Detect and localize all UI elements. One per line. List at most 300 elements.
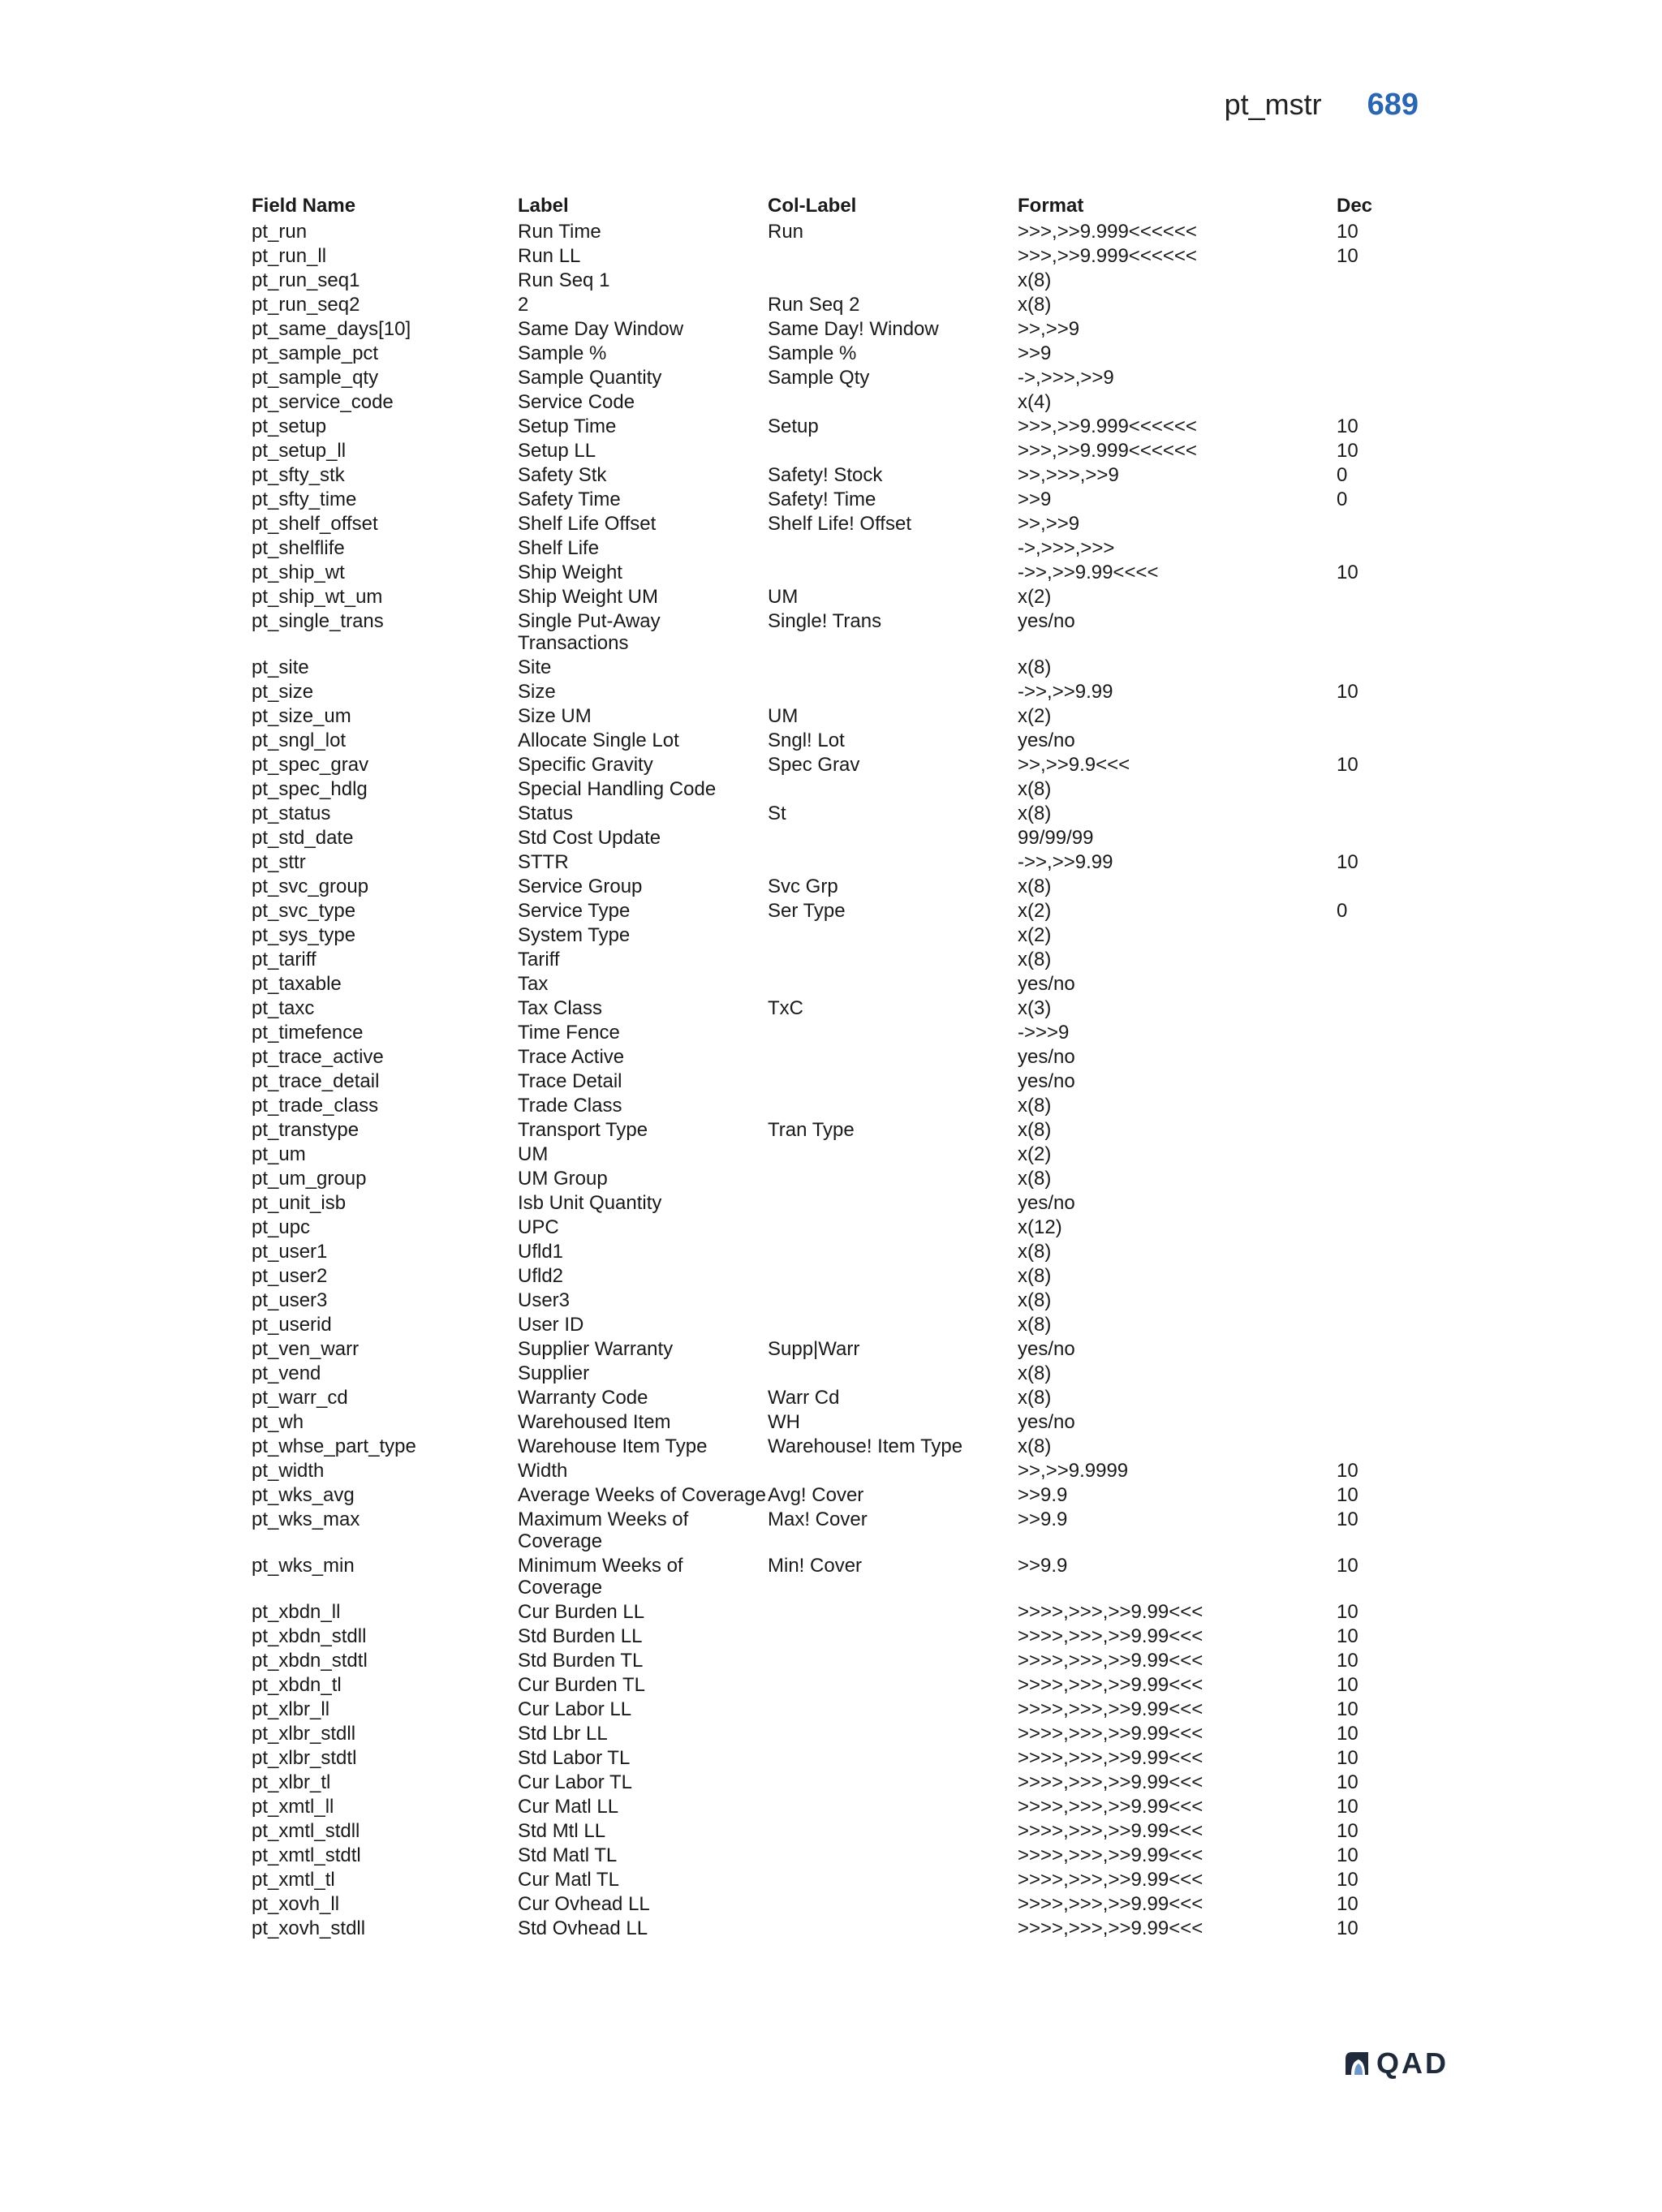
page-header <box>1225 88 1419 123</box>
table-row <box>252 1458 1404 1483</box>
col-label-cell: UM <box>768 585 799 608</box>
field-name-cell: pt_tariff <box>252 948 316 970</box>
col-label-cell <box>768 1672 1018 1697</box>
table-row <box>252 438 1404 463</box>
label-cell: UM Group <box>518 1167 608 1190</box>
table-row <box>252 1624 1404 1648</box>
dec-cell <box>1337 1434 1404 1458</box>
dec-cell <box>1337 704 1404 728</box>
col-label-cell <box>768 1361 1018 1385</box>
label-cell: Std Burden TL <box>518 1649 644 1672</box>
field-name-cell: pt_user1 <box>252 1240 328 1263</box>
table-row <box>252 1142 1404 1166</box>
dec-cell: 10 <box>1337 1868 1358 1891</box>
table-row <box>252 1483 1404 1507</box>
col-label-cell <box>768 389 1018 414</box>
dec-cell <box>1337 1142 1404 1166</box>
label-cell: Transport Type <box>518 1118 648 1141</box>
field-name-cell: pt_xbdn_stdtl <box>252 1649 368 1672</box>
dec-cell <box>1337 1069 1404 1093</box>
field-name-cell: pt_svc_group <box>252 875 369 897</box>
table-row <box>252 850 1404 874</box>
table-row <box>252 655 1404 679</box>
format-cell: x(8) <box>1018 777 1052 800</box>
table-row <box>252 511 1404 536</box>
field-name-cell: pt_same_days[10] <box>252 317 411 340</box>
table-row <box>252 825 1404 850</box>
label-cell: Same Day Window <box>518 317 684 340</box>
dec-cell <box>1337 389 1404 414</box>
dec-cell: 10 <box>1337 680 1358 703</box>
table-row <box>252 1117 1404 1142</box>
dec-cell <box>1337 1020 1404 1044</box>
format-cell: x(12) <box>1018 1216 1062 1238</box>
field-name-cell: pt_spec_grav <box>252 753 369 776</box>
col-label-cell: Run <box>768 220 804 243</box>
format-cell: ->,>>>,>>> <box>1018 536 1115 559</box>
field-name-cell: pt_user3 <box>252 1289 328 1311</box>
field-name-cell: pt_xmtl_stdll <box>252 1819 360 1842</box>
field-name-cell: pt_upc <box>252 1216 311 1238</box>
field-name-cell: pt_sample_pct <box>252 342 379 364</box>
table-row <box>252 874 1404 898</box>
table-row <box>252 463 1404 487</box>
column-header-field-name: Field Name <box>252 195 356 217</box>
dec-cell: 10 <box>1337 753 1358 776</box>
format-cell: x(4) <box>1018 390 1052 413</box>
format-cell: x(8) <box>1018 948 1052 970</box>
table-row <box>252 316 1404 341</box>
format-cell: >>>,>>9.999<<<<<< <box>1018 415 1197 437</box>
dec-cell: 10 <box>1337 850 1358 873</box>
field-definition-table <box>252 195 1404 1940</box>
col-label-cell <box>768 438 1018 463</box>
dec-cell <box>1337 584 1404 609</box>
field-name-cell: pt_run <box>252 220 308 243</box>
label-cell: Std Ovhead LL <box>518 1917 648 1939</box>
col-label-cell: Warehouse! Item Type <box>768 1435 963 1457</box>
field-name-cell: pt_setup_ll <box>252 439 347 462</box>
dec-cell: 10 <box>1337 1554 1358 1577</box>
col-label-cell <box>768 1891 1018 1916</box>
format-cell: >>>>,>>>,>>9.99<<< <box>1018 1844 1203 1866</box>
dec-cell: 0 <box>1337 463 1348 486</box>
col-label-cell <box>768 1069 1018 1093</box>
format-cell: >>>>,>>>,>>9.99<<< <box>1018 1892 1203 1915</box>
field-name-cell: pt_width <box>252 1459 325 1482</box>
label-cell: Size <box>518 680 556 703</box>
label-cell: Status <box>518 802 574 824</box>
label-cell: Std Labor TL <box>518 1746 631 1769</box>
format-cell: ->>,>>9.99 <box>1018 850 1113 873</box>
field-name-cell: pt_shelf_offset <box>252 512 378 535</box>
table-row <box>252 1599 1404 1624</box>
dec-cell: 10 <box>1337 1917 1358 1939</box>
table-row <box>252 365 1404 389</box>
dec-cell: 10 <box>1337 1722 1358 1745</box>
format-cell: yes/no <box>1018 609 1075 632</box>
dec-cell <box>1337 1312 1404 1336</box>
format-cell: 99/99/99 <box>1018 826 1094 849</box>
format-cell: x(8) <box>1018 1386 1052 1409</box>
format-cell: x(8) <box>1018 1289 1052 1311</box>
label-cell: Size UM <box>518 704 592 727</box>
dec-cell <box>1337 801 1404 825</box>
col-label-cell: Sngl! Lot <box>768 729 845 751</box>
table-row <box>252 1648 1404 1672</box>
field-name-cell: pt_run_seq1 <box>252 269 360 291</box>
table-row <box>252 1190 1404 1215</box>
format-cell: >>9.9 <box>1018 1483 1068 1506</box>
format-cell: yes/no <box>1018 1069 1075 1092</box>
field-name-cell: pt_xlbr_tl <box>252 1771 331 1793</box>
label-cell: Cur Labor LL <box>518 1698 632 1720</box>
table-row <box>252 996 1404 1020</box>
label-cell: Std Mtl LL <box>518 1819 606 1842</box>
format-cell: >>>>,>>>,>>9.99<<< <box>1018 1746 1203 1769</box>
label-cell: Cur Labor TL <box>518 1771 632 1793</box>
field-name-cell: pt_size <box>252 680 314 703</box>
label-cell: Cur Burden TL <box>518 1673 645 1696</box>
label-cell: User3 <box>518 1289 571 1311</box>
col-label-cell <box>768 1263 1018 1288</box>
label-cell: Setup Time <box>518 415 617 437</box>
table-row <box>252 1409 1404 1434</box>
dec-cell <box>1337 655 1404 679</box>
col-label-cell: Warr Cd <box>768 1386 840 1409</box>
table-row <box>252 487 1404 511</box>
table-row <box>252 1770 1404 1794</box>
label-cell: Ship Weight UM <box>518 585 658 608</box>
table-row <box>252 414 1404 438</box>
format-cell: yes/no <box>1018 729 1075 751</box>
format-cell: >>>>,>>>,>>9.99<<< <box>1018 1649 1203 1672</box>
dec-cell <box>1337 874 1404 898</box>
format-cell: x(8) <box>1018 802 1052 824</box>
format-cell: x(8) <box>1018 1362 1052 1384</box>
format-cell: x(2) <box>1018 899 1052 922</box>
table-row <box>252 1843 1404 1867</box>
format-cell: x(2) <box>1018 1143 1052 1165</box>
field-name-cell: pt_sngl_lot <box>252 729 347 751</box>
field-name-cell: pt_xmtl_tl <box>252 1868 335 1891</box>
dec-cell: 10 <box>1337 1892 1358 1915</box>
label-cell: Std Matl TL <box>518 1844 618 1866</box>
dec-cell <box>1337 1288 1404 1312</box>
field-name-cell: pt_spec_hdlg <box>252 777 368 800</box>
label-cell: Run Time <box>518 220 601 243</box>
label-cell: Service Type <box>518 899 631 922</box>
label-cell: Supplier Warranty <box>518 1337 674 1360</box>
col-label-cell: Spec Grav <box>768 753 860 776</box>
format-cell: >>>>,>>>,>>9.99<<< <box>1018 1600 1203 1623</box>
format-cell: >>>>,>>>,>>9.99<<< <box>1018 1698 1203 1720</box>
label-cell: Ship Weight <box>518 561 622 583</box>
field-name-cell: pt_run_seq2 <box>252 293 360 316</box>
col-label-cell <box>768 1458 1018 1483</box>
label-cell: Trade Class <box>518 1094 622 1117</box>
table-row <box>252 560 1404 584</box>
dec-cell <box>1337 1239 1404 1263</box>
dec-cell: 10 <box>1337 1771 1358 1793</box>
field-name-cell: pt_xlbr_stdtl <box>252 1746 357 1769</box>
field-name-cell: pt_ship_wt_um <box>252 585 383 608</box>
label-cell: Supplier <box>518 1362 590 1384</box>
label-cell: Cur Ovhead LL <box>518 1892 650 1915</box>
label-cell: Warehoused Item <box>518 1410 671 1433</box>
format-cell: x(8) <box>1018 269 1052 291</box>
table-row <box>252 1288 1404 1312</box>
dec-cell <box>1337 1336 1404 1361</box>
format-cell: ->>,>>9.99<<<< <box>1018 561 1159 583</box>
format-cell: >>,>>>,>>9 <box>1018 463 1119 486</box>
field-name-cell: pt_wks_min <box>252 1554 355 1577</box>
field-name-cell: pt_run_ll <box>252 244 327 267</box>
dec-cell: 10 <box>1337 1649 1358 1672</box>
label-cell: 2 <box>518 293 529 316</box>
qad-logo-icon <box>1342 2049 1371 2078</box>
table-row <box>252 971 1404 996</box>
col-label-cell <box>768 268 1018 292</box>
table-row <box>252 584 1404 609</box>
field-name-cell: pt_status <box>252 802 331 824</box>
table-row <box>252 1794 1404 1818</box>
col-label-cell <box>768 1190 1018 1215</box>
table-row <box>252 1361 1404 1385</box>
dec-cell: 10 <box>1337 1746 1358 1769</box>
format-cell: >>>>,>>>,>>9.99<<< <box>1018 1625 1203 1647</box>
field-name-cell: pt_xlbr_stdll <box>252 1722 356 1745</box>
format-cell: x(8) <box>1018 293 1052 316</box>
col-label-cell: Setup <box>768 415 819 437</box>
label-cell: Time Fence <box>518 1021 620 1044</box>
label-cell: Sample % <box>518 342 607 364</box>
format-cell: yes/no <box>1018 1337 1075 1360</box>
dec-cell: 10 <box>1337 1508 1358 1530</box>
dec-cell <box>1337 1409 1404 1434</box>
table-row <box>252 679 1404 704</box>
format-cell: >>>>,>>>,>>9.99<<< <box>1018 1722 1203 1745</box>
field-name-cell: pt_xbdn_stdll <box>252 1625 367 1647</box>
label-cell: Tax <box>518 972 549 995</box>
field-name-cell: pt_single_trans <box>252 609 384 632</box>
col-label-cell <box>768 1312 1018 1336</box>
table-row <box>252 704 1404 728</box>
dec-cell <box>1337 1166 1404 1190</box>
format-cell: >>>,>>9.999<<<<<< <box>1018 220 1197 243</box>
column-header-col-label: Col-Label <box>768 195 857 217</box>
col-label-cell <box>768 560 1018 584</box>
col-label-cell <box>768 825 1018 850</box>
format-cell: x(8) <box>1018 1118 1052 1141</box>
table-row <box>252 1044 1404 1069</box>
table-row <box>252 389 1404 414</box>
field-name-cell: pt_trade_class <box>252 1094 379 1117</box>
col-label-cell <box>768 947 1018 971</box>
table-row <box>252 536 1404 560</box>
label-cell: Tax Class <box>518 996 603 1019</box>
field-name-cell: pt_transtype <box>252 1118 360 1141</box>
dec-cell <box>1337 777 1404 801</box>
field-name-cell: pt_xovh_stdll <box>252 1917 366 1939</box>
format-cell: x(8) <box>1018 1313 1052 1336</box>
table-row <box>252 1434 1404 1458</box>
format-cell: ->>>9 <box>1018 1021 1070 1044</box>
col-label-cell <box>768 1745 1018 1770</box>
label-cell: Run LL <box>518 244 581 267</box>
field-name-cell: pt_xlbr_ll <box>252 1698 330 1720</box>
label-cell: Run Seq 1 <box>518 269 610 291</box>
dec-cell <box>1337 825 1404 850</box>
dec-cell: 10 <box>1337 1698 1358 1720</box>
col-label-cell: Safety! Time <box>768 488 876 510</box>
col-label-cell <box>768 1770 1018 1794</box>
col-label-cell <box>768 243 1018 268</box>
table-row <box>252 728 1404 752</box>
field-name-cell: pt_service_code <box>252 390 394 413</box>
qad-logo-text: QAD <box>1376 2046 1449 2080</box>
table-row <box>252 1336 1404 1361</box>
table-row <box>252 777 1404 801</box>
col-label-cell <box>768 1648 1018 1672</box>
dec-cell <box>1337 1385 1404 1409</box>
label-cell: Safety Stk <box>518 463 607 486</box>
label-cell: System Type <box>518 923 631 946</box>
label-cell: Single Put-Away Transactions <box>518 609 661 654</box>
table-row <box>252 1745 1404 1770</box>
format-cell: ->,>>>,>>9 <box>1018 366 1114 389</box>
field-name-cell: pt_sttr <box>252 850 306 873</box>
table-body <box>252 219 1404 1940</box>
field-name-cell: pt_sfty_time <box>252 488 357 510</box>
page-number: 689 <box>1367 88 1419 122</box>
qad-logo <box>1342 2046 1449 2081</box>
field-name-cell: pt_wks_max <box>252 1508 360 1530</box>
dec-cell: 0 <box>1337 488 1348 510</box>
table-row <box>252 1721 1404 1745</box>
label-cell: Special Handling Code <box>518 777 717 800</box>
dec-cell <box>1337 1190 1404 1215</box>
col-label-cell <box>768 655 1018 679</box>
format-cell: >>>>,>>>,>>9.99<<< <box>1018 1795 1203 1818</box>
format-cell: x(2) <box>1018 704 1052 727</box>
field-name-cell: pt_taxc <box>252 996 315 1019</box>
label-cell: Trace Active <box>518 1045 625 1068</box>
table-row <box>252 268 1404 292</box>
field-name-cell: pt_wks_avg <box>252 1483 355 1506</box>
field-name-cell: pt_wh <box>252 1410 304 1433</box>
col-label-cell: Avg! Cover <box>768 1483 864 1506</box>
label-cell: Std Cost Update <box>518 826 661 849</box>
col-label-cell: Single! Trans <box>768 609 882 632</box>
label-cell: Average Weeks of Coverage <box>518 1483 766 1506</box>
table-row <box>252 1553 1404 1599</box>
col-label-cell <box>768 1867 1018 1891</box>
table-row <box>252 1263 1404 1288</box>
dec-cell <box>1337 316 1404 341</box>
field-name-cell: pt_sample_qty <box>252 366 379 389</box>
col-label-cell <box>768 1721 1018 1745</box>
col-label-cell <box>768 1697 1018 1721</box>
format-cell: >>9 <box>1018 488 1052 510</box>
col-label-cell <box>768 1288 1018 1312</box>
dec-cell: 10 <box>1337 561 1358 583</box>
field-name-cell: pt_xbdn_tl <box>252 1673 342 1696</box>
dec-cell <box>1337 1215 1404 1239</box>
col-label-cell: TxC <box>768 996 803 1019</box>
label-cell: STTR <box>518 850 569 873</box>
dec-cell <box>1337 268 1404 292</box>
field-name-cell: pt_userid <box>252 1313 332 1336</box>
label-cell: Shelf Life <box>518 536 600 559</box>
table-row <box>252 898 1404 923</box>
label-cell: Service Group <box>518 875 643 897</box>
format-cell: >>9.9 <box>1018 1554 1068 1577</box>
field-name-cell: pt_um <box>252 1143 306 1165</box>
label-cell: Site <box>518 656 552 678</box>
table-row <box>252 752 1404 777</box>
label-cell: Trace Detail <box>518 1069 622 1092</box>
format-cell: >>>>,>>>,>>9.99<<< <box>1018 1771 1203 1793</box>
label-cell: Shelf Life Offset <box>518 512 657 535</box>
label-cell: Maximum Weeks of Coverage <box>518 1508 689 1552</box>
column-header-label: Label <box>518 195 569 217</box>
table-row <box>252 1507 1404 1553</box>
col-label-cell <box>768 923 1018 947</box>
table-row <box>252 801 1404 825</box>
table-row <box>252 1867 1404 1891</box>
table-row <box>252 1312 1404 1336</box>
format-cell: >>>,>>9.999<<<<<< <box>1018 439 1197 462</box>
field-name-cell: pt_trace_detail <box>252 1069 380 1092</box>
dec-cell <box>1337 947 1404 971</box>
col-label-cell: Supp|Warr <box>768 1337 860 1360</box>
label-cell: Cur Burden LL <box>518 1600 645 1623</box>
table-row <box>252 1818 1404 1843</box>
table-row <box>252 947 1404 971</box>
col-label-cell: UM <box>768 704 799 727</box>
col-label-cell: St <box>768 802 786 824</box>
dec-cell <box>1337 728 1404 752</box>
field-name-cell: pt_warr_cd <box>252 1386 348 1409</box>
label-cell: Isb Unit Quantity <box>518 1191 662 1214</box>
format-cell: x(8) <box>1018 1240 1052 1263</box>
col-label-cell: Sample % <box>768 342 857 364</box>
dec-cell: 0 <box>1337 899 1348 922</box>
label-cell: Std Lbr LL <box>518 1722 608 1745</box>
table-row <box>252 219 1404 243</box>
format-cell: yes/no <box>1018 972 1075 995</box>
label-cell: UM <box>518 1143 549 1165</box>
dec-cell: 10 <box>1337 1600 1358 1623</box>
field-name-cell: pt_xovh_ll <box>252 1892 340 1915</box>
table-row <box>252 1215 1404 1239</box>
dec-cell <box>1337 1093 1404 1117</box>
col-label-cell: Tran Type <box>768 1118 855 1141</box>
col-label-cell <box>768 777 1018 801</box>
dec-cell <box>1337 971 1404 996</box>
table-row <box>252 609 1404 655</box>
format-cell: x(8) <box>1018 656 1052 678</box>
field-name-cell: pt_vend <box>252 1362 321 1384</box>
column-header-format: Format <box>1018 195 1084 217</box>
format-cell: x(8) <box>1018 1435 1052 1457</box>
format-cell: >>,>>9.9<<< <box>1018 753 1130 776</box>
dec-cell <box>1337 536 1404 560</box>
col-label-cell <box>768 1794 1018 1818</box>
dec-cell: 10 <box>1337 1625 1358 1647</box>
field-name-cell: pt_setup <box>252 415 327 437</box>
